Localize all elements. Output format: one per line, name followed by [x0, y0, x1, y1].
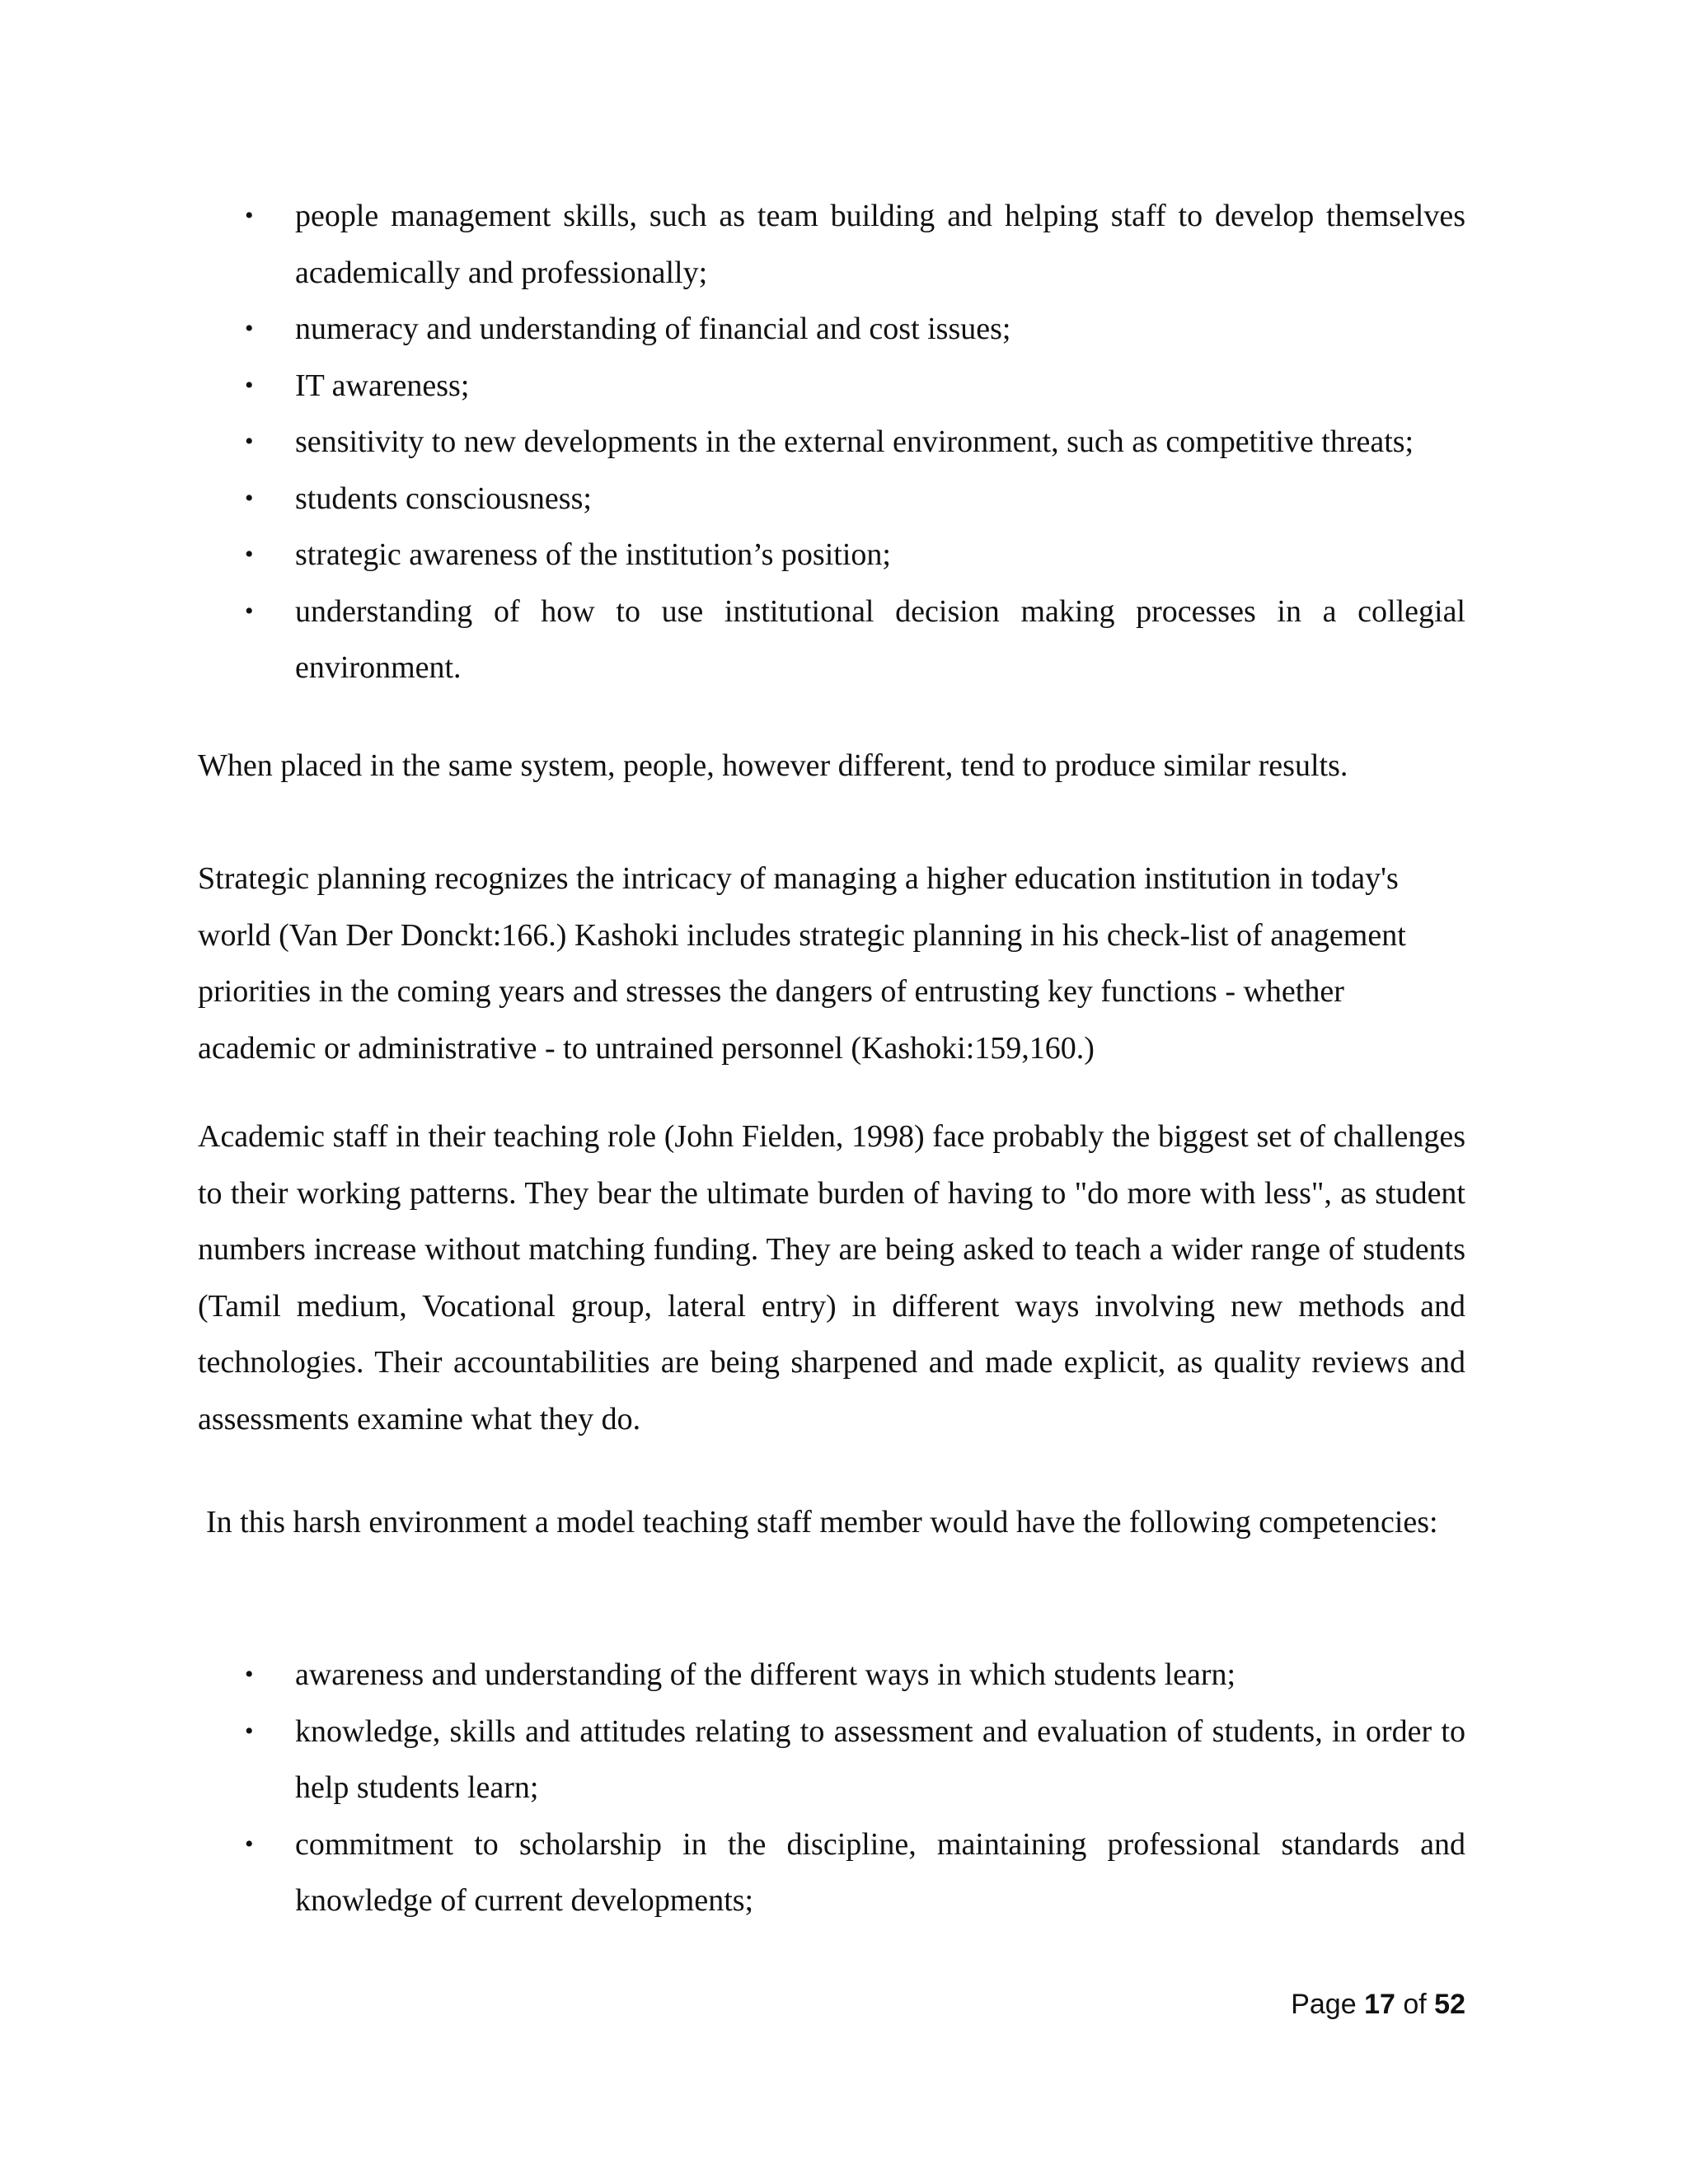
- strategic-planning-paragraph: [198, 851, 1465, 1076]
- harsh-environment-paragraph: In this harsh environment a model teaching staff member would have the following competencies:: [206, 1505, 1438, 1540]
- list-item-text: strategic awareness of the institution’s position;: [295, 537, 891, 572]
- list-item: [0, 527, 1688, 583]
- list-item-text: understanding of how to use institutional decision making processes in a collegial environment.: [295, 593, 1465, 685]
- paragraph-line: priorities in the coming years and stresses the dangers of entrusting key functions - whether: [198, 974, 1344, 1009]
- list-item-text: sensitivity to new developments in the external environment, such as competitive threats;: [295, 424, 1414, 459]
- list-item-text: knowledge, skills and attitudes relating to assessment and evaluation of students, in order to help students learn;: [295, 1713, 1465, 1805]
- teaching-competencies-list: [0, 1647, 1688, 1929]
- list-item-text: IT awareness;: [295, 368, 470, 403]
- list-item-text: awareness and understanding of the different ways in which students learn;: [295, 1657, 1236, 1692]
- bullet-icon: •: [245, 315, 254, 342]
- list-item-text: people management skills, such as team building and helping staff to develop themselves academically and professionally;: [295, 199, 1465, 290]
- total-pages-number: 52: [1434, 1989, 1465, 2020]
- page-label: Page: [1291, 1989, 1357, 2020]
- list-item: [0, 1704, 1688, 1816]
- list-item-text: students consciousness;: [295, 480, 592, 516]
- bullet-icon: •: [245, 1717, 254, 1745]
- list-item: [0, 583, 1688, 696]
- paragraph-line: Strategic planning recognizes the intricacy of managing a higher education institution in today's: [198, 861, 1399, 896]
- list-item: [0, 414, 1688, 471]
- paragraph-line: academic or administrative - to untrained personnel (Kashoki:159,160.): [198, 1030, 1095, 1066]
- same-system-paragraph: When placed in the same system, people, however different, tend to produce similar results.: [198, 748, 1348, 783]
- management-skills-list: [0, 188, 1688, 696]
- list-item: [0, 188, 1688, 301]
- list-item: [0, 471, 1688, 527]
- bullet-icon: •: [245, 1830, 254, 1858]
- bullet-icon: •: [245, 541, 254, 568]
- bullet-icon: •: [245, 1661, 254, 1688]
- page-number-footer: [1291, 1988, 1465, 2021]
- bullet-icon: •: [245, 371, 254, 399]
- bullet-icon: •: [245, 202, 254, 229]
- of-label: of: [1403, 1989, 1427, 2020]
- list-item: [0, 358, 1688, 415]
- list-item: [0, 301, 1688, 358]
- list-item-text: numeracy and understanding of financial and cost issues;: [295, 312, 1011, 346]
- academic-staff-paragraph: Academic staff in their teaching role (John Fielden, 1998) face probably the biggest set of challenges to their working patterns. They bear the ultimate burden of having to "do more with less", as student numbers increase without matching funding. They are being asked to teach a wider range of students (Tamil medium, Vocational group, lateral entry) in different ways involving new methods and technologies. Their accountabilities are being sharpened and made explicit, as quality reviews and assessments examine what they do.: [198, 1119, 1465, 1436]
- bullet-icon: •: [245, 597, 254, 625]
- list-item: [0, 1816, 1688, 1929]
- list-item: [0, 1647, 1688, 1704]
- bullet-icon: •: [245, 484, 254, 512]
- paragraph-line: world (Van Der Donckt:166.) Kashoki includes strategic planning in his check-list of anagement: [198, 917, 1406, 953]
- list-item-text: commitment to scholarship in the discipline, maintaining professional standards and knowledge of current developments;: [295, 1826, 1465, 1918]
- current-page-number: 17: [1364, 1989, 1395, 2020]
- bullet-icon: •: [245, 428, 254, 455]
